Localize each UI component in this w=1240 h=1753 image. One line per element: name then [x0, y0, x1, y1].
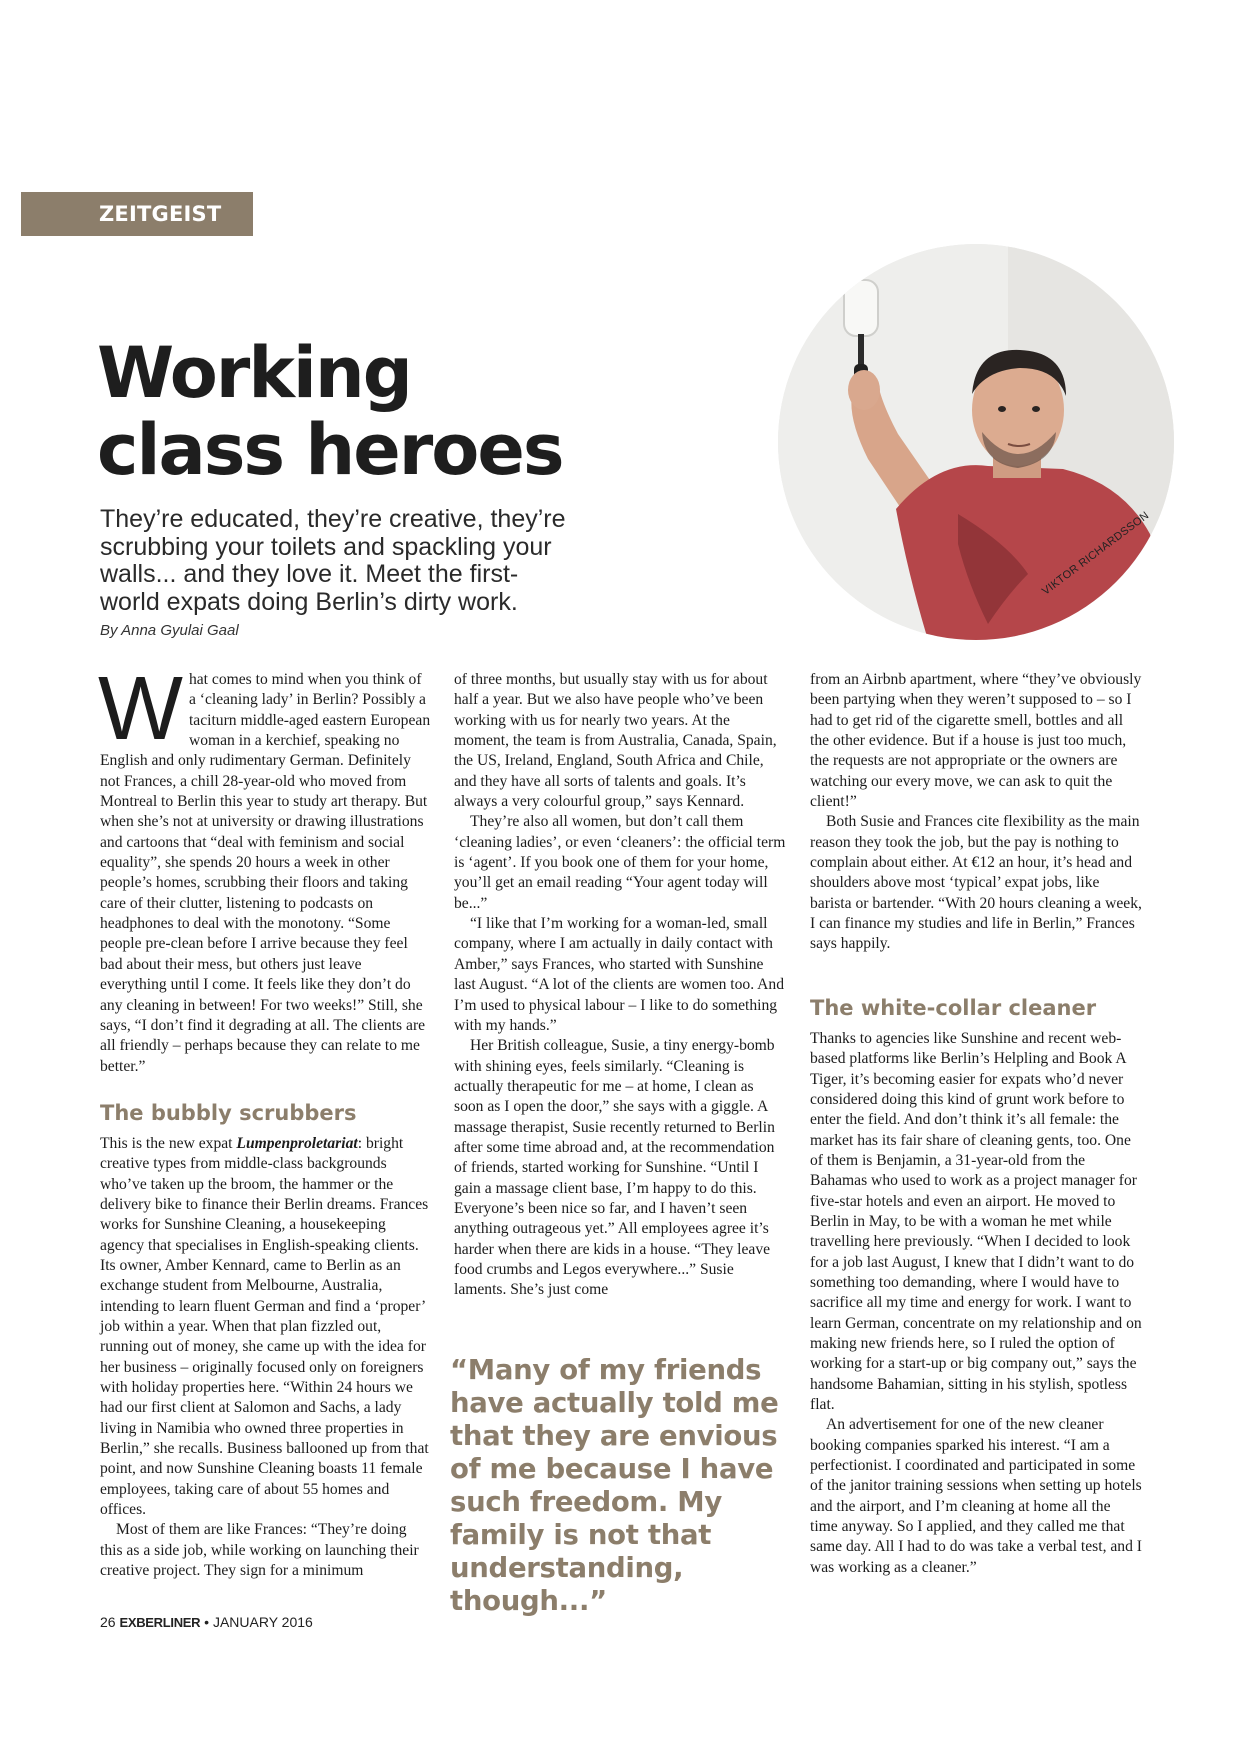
- byline: By Anna Gyulai Gaal: [100, 622, 239, 639]
- paragraph: An advertisement for one of the new cleaner booking companies sparked his interest. “I am a perfectionist. I coordinated and participated in some of the janitor training sessions when setting up hotels and the airport, and I’m cleaning at home all the time anyway. So I applied, and they called me that same day. All I had to do was take a verbal test, and I was working as a cleaner.”: [810, 1416, 1142, 1576]
- man-painting-wall-illustration: [778, 244, 1174, 640]
- paragraph: Thanks to agencies like Sunshine and recent web-based platforms like Berlin’s Helpling and Book A Tiger, it’s becoming easier for expats who’d never considered doing this kind of grunt work before to enter the field. And don’t think it’s all female: the market has its fair share of cleaning gents, too. One of them is Benjamin, a 31-year-old from the Bahamas who used to work as a project manager for five-star hotels and even an airport. He moved to Berlin in May, to be with a woman he met while travelling here previously. “When I decided to look for a job last August, I knew that I didn’t want to do something too demanding, where I would have to sacrifice all my time and energy for work. I want to learn German, concentrate on my relationship and on making new friends here, so I ruled the option of working for a start-up or big company out,” says the handsome Bahamian, sitting in his stylish, spotless flat.: [810, 1029, 1142, 1413]
- paragraph: Most of them are like Frances: “They’re doing this as a side job, while working on launching their creative project. They sign for a minimum: [100, 1521, 419, 1580]
- magazine-name: EXBERLINER: [119, 1615, 201, 1630]
- page-number: 26: [100, 1614, 116, 1630]
- page-footer: [100, 1614, 313, 1630]
- article-column-2: [454, 670, 786, 1301]
- paragraph-text: : bright creative types from middle-class backgrounds who’ve taken up the broom, the hammer or the delivery bike to finance their Berlin dreams. Frances works for Sunshine Cleaning, a housekeeping agency that specialises in English-speaking clients. Its owner, Amber Kennard, came to Berlin as an exchange student from Melbourne, Australia, intending to learn fluent German and find a ‘proper’ job within a year. When that plan fizzled out, running out of money, she came up with the idea for her business – originally focused only on foreigners with holiday properties here. “Within 24 hours we had our first client at Salomon and Sachs, a lady living in Namibia who owned three properties in Berlin,” she recalls. Business ballooned up from that point, and now Sunshine Cleaning boasts 11 female employees, taking care of about 55 homes and offices.: [100, 1134, 429, 1519]
- subheading-bubbly-scrubbers: The bubbly scrubbers: [100, 1100, 357, 1125]
- paragraph: [100, 1134, 432, 1521]
- paragraph: of three months, but usually stay with us for about half a year. But we also have people who’ve been working with us for nearly two years. At the moment, the team is from Australia, Canada, Spain, the US, Ireland, England, South Africa and Chile, and they have all sorts of talents and goals. It’s always a very colourful group,” says Kennard.: [454, 671, 777, 811]
- section-label: ZEITGEIST: [21, 192, 253, 236]
- photo-credit: VIKTOR RICHARDSSON: [1040, 509, 1152, 598]
- headline-line-2: class heroes: [97, 409, 563, 491]
- paragraph: They’re also all women, but don’t call them ‘cleaning ladies’, or even ‘cleaners’: the official term is ‘agent’. If you book one of them for your home, you’ll get an email reading “Your agent today will be...”: [454, 813, 786, 912]
- intro-paragraph: [98, 659, 432, 1077]
- footer-bullet: •: [204, 1614, 210, 1630]
- portrait-photo: [778, 244, 1174, 640]
- paragraph-text: This is the new expat: [100, 1134, 237, 1152]
- emphasis-term: Lumpenproletariat: [236, 1134, 358, 1152]
- article-column-3: [810, 670, 1142, 1578]
- paragraph: Both Susie and Frances cite flexibility as the main reason they took the job, but the pay is nothing to complain about either. At €12 an hour, it’s head and shoulders above most ‘typical’ expat jobs, like barista or bartender. “With 20 hours cleaning a week, I can finance my studies and life in Berlin,” Frances says happily.: [810, 813, 1142, 953]
- subheading-white-collar-cleaner: The white-collar cleaner: [810, 995, 1097, 1020]
- paragraph: “I like that I’m working for a woman-led, small company, where I am actually in daily contact with Amber,” says Frances, who started with Sunshine last August. “A lot of the clients are women too. And I’m used to physical labour – I like to do something with my hands.”: [454, 915, 785, 1034]
- paragraph: from an Airbnb apartment, where “they’ve obviously been partying when they weren’t supposed to – so I had to get rid of the cigarette smell, bottles and all the other evidence. But if a house is just too much, the requests are not appropriate or the owners are watching our every move, we can ask to quit the client!”: [810, 671, 1142, 811]
- headline: [97, 332, 563, 491]
- headline-line-1: Working: [97, 332, 411, 414]
- paragraph: Her British colleague, Susie, a tiny energy-bomb with shining eyes, feels similarly. “Cleaning is actually therapeutic for me – at home, I clean as soon as I open the door,” she says with a giggle. A massage therapist, Susie recently returned to Berlin after some time abroad and, at the recommendation of friends, started working for Sunshine. “Until I gain a massage client base, I’m happy to do this. Everyone’s been nice so far, and I haven’t seen anything outrageous yet.” All employees agree it’s harder when there are kids in a house. “They leave food crumbs and Legos everywhere...” Susie laments. She’s just come: [454, 1037, 775, 1299]
- article-column-1: [98, 659, 432, 1581]
- intro-text: hat comes to mind when you think of a ‘cleaning lady’ in Berlin? Possibly a taciturn middle-aged eastern European woman in a kerchief, speaking no English and only rudimentary German. Definitely not Frances, a chill 28-year-old who moved from Montreal to Berlin this year to study art therapy. But when she’s not at university or drawing illustrations and cartoons that “deal with feminism and social equality”, she spends 20 hours a week in other people’s homes, scrubbing their floors and taking care of their clutter, listening to podcasts on headphones to deal with the monotony. “Some people pre-clean before I arrive because they feel bad about their mess, but others just leave everything until I come. It feels like they don’t do any cleaning in between! For two weeks!” Still, she says, “I don’t find it degrading at all. The clients are all friendly – perhaps because they can relate to me better.”: [100, 671, 431, 1075]
- issue-date: JANUARY 2016: [212, 1614, 313, 1630]
- standfirst: They’re educated, they’re creative, they’re scrubbing your toilets and spackling your walls... and they love it. Meet the first-world expats doing Berlin’s dirty work.: [100, 505, 566, 616]
- pull-quote: “Many of my friends have actually told me that they are envious of me because I have such freedom. My family is not that understanding, though...”: [450, 1354, 779, 1617]
- drop-cap: W: [98, 659, 183, 759]
